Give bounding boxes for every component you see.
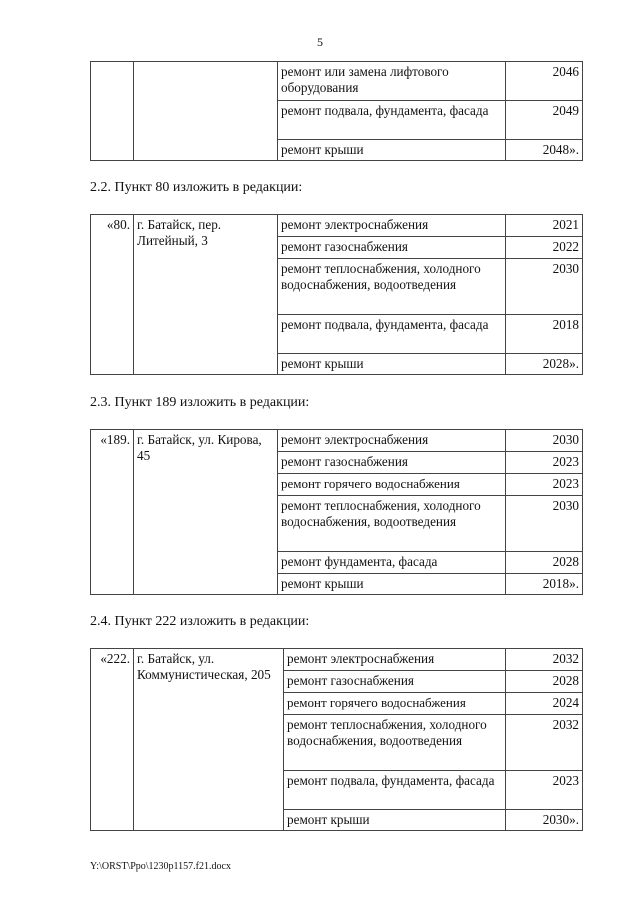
year-cell: 2048». bbox=[506, 140, 583, 161]
work-cell: ремонт подвала, фундамента, фасада bbox=[278, 101, 506, 140]
year-cell: 2028 bbox=[506, 552, 583, 574]
work-cell: ремонт газоснабжения bbox=[278, 237, 506, 259]
year-cell: 2030 bbox=[506, 496, 583, 552]
footer-file-path: Y:\ORST\Ppo\1230p1157.f21.docx bbox=[90, 861, 231, 872]
year-cell: 2028». bbox=[506, 354, 583, 375]
address-cell: г. Батайск, пер. Литейный, 3 bbox=[134, 215, 278, 375]
work-cell: ремонт крыши bbox=[278, 140, 506, 161]
year-cell: 2023 bbox=[506, 771, 583, 810]
table-row bbox=[91, 430, 583, 452]
year-cell: 2049 bbox=[506, 101, 583, 140]
work-cell: ремонт подвала, фундамента, фасада bbox=[284, 771, 506, 810]
work-cell: ремонт горячего водоснабжения bbox=[284, 693, 506, 715]
year-cell: 2030 bbox=[506, 430, 583, 452]
work-cell: ремонт газоснабжения bbox=[284, 671, 506, 693]
work-cell: ремонт электроснабжения bbox=[278, 430, 506, 452]
num-cell: «222. bbox=[91, 649, 134, 831]
year-cell: 2046 bbox=[506, 62, 583, 101]
num-cell: «189. bbox=[91, 430, 134, 595]
work-cell: ремонт теплоснабжения, холодного водоснабжения, водоотведения bbox=[278, 496, 506, 552]
num-cell: «80. bbox=[91, 215, 134, 375]
year-cell: 2028 bbox=[506, 671, 583, 693]
section-heading: 2.4. Пункт 222 изложить в редакции: bbox=[90, 614, 310, 629]
work-cell: ремонт подвала, фундамента, фасада bbox=[278, 315, 506, 354]
address-cell: г. Батайск, ул. Кирова, 45 bbox=[134, 430, 278, 595]
year-cell: 2018 bbox=[506, 315, 583, 354]
year-cell: 2024 bbox=[506, 693, 583, 715]
section-heading: 2.2. Пункт 80 изложить в редакции: bbox=[90, 180, 303, 195]
table-row bbox=[91, 62, 583, 101]
section-heading: 2.3. Пункт 189 изложить в редакции: bbox=[90, 395, 310, 410]
year-cell: 2030 bbox=[506, 259, 583, 315]
page-number: 5 bbox=[317, 35, 323, 49]
work-cell: ремонт фундамента, фасада bbox=[278, 552, 506, 574]
year-cell: 2021 bbox=[506, 215, 583, 237]
work-cell: ремонт электроснабжения bbox=[284, 649, 506, 671]
year-cell: 2030». bbox=[506, 810, 583, 831]
table-item-189 bbox=[90, 429, 583, 595]
year-cell: 2022 bbox=[506, 237, 583, 259]
work-cell: ремонт электроснабжения bbox=[278, 215, 506, 237]
work-cell: ремонт крыши bbox=[284, 810, 506, 831]
year-cell: 2018». bbox=[506, 574, 583, 595]
address-cell: г. Батайск, ул. Коммунистическая, 205 bbox=[134, 649, 284, 831]
work-cell: ремонт теплоснабжения, холодного водоснабжения, водоотведения bbox=[284, 715, 506, 771]
table-row bbox=[91, 649, 583, 671]
year-cell: 2032 bbox=[506, 649, 583, 671]
table-row bbox=[91, 215, 583, 237]
work-cell: ремонт или замена лифтового оборудования bbox=[278, 62, 506, 101]
work-cell: ремонт крыши bbox=[278, 354, 506, 375]
table-item-222 bbox=[90, 648, 583, 831]
year-cell: 2023 bbox=[506, 474, 583, 496]
work-cell: ремонт горячего водоснабжения bbox=[278, 474, 506, 496]
address-cell bbox=[134, 62, 278, 161]
year-cell: 2023 bbox=[506, 452, 583, 474]
work-cell: ремонт теплоснабжения, холодного водоснабжения, водоотведения bbox=[278, 259, 506, 315]
work-cell: ремонт газоснабжения bbox=[278, 452, 506, 474]
year-cell: 2032 bbox=[506, 715, 583, 771]
num-cell bbox=[91, 62, 134, 161]
work-cell: ремонт крыши bbox=[278, 574, 506, 595]
table-continuation bbox=[90, 61, 583, 161]
table-item-80 bbox=[90, 214, 583, 375]
